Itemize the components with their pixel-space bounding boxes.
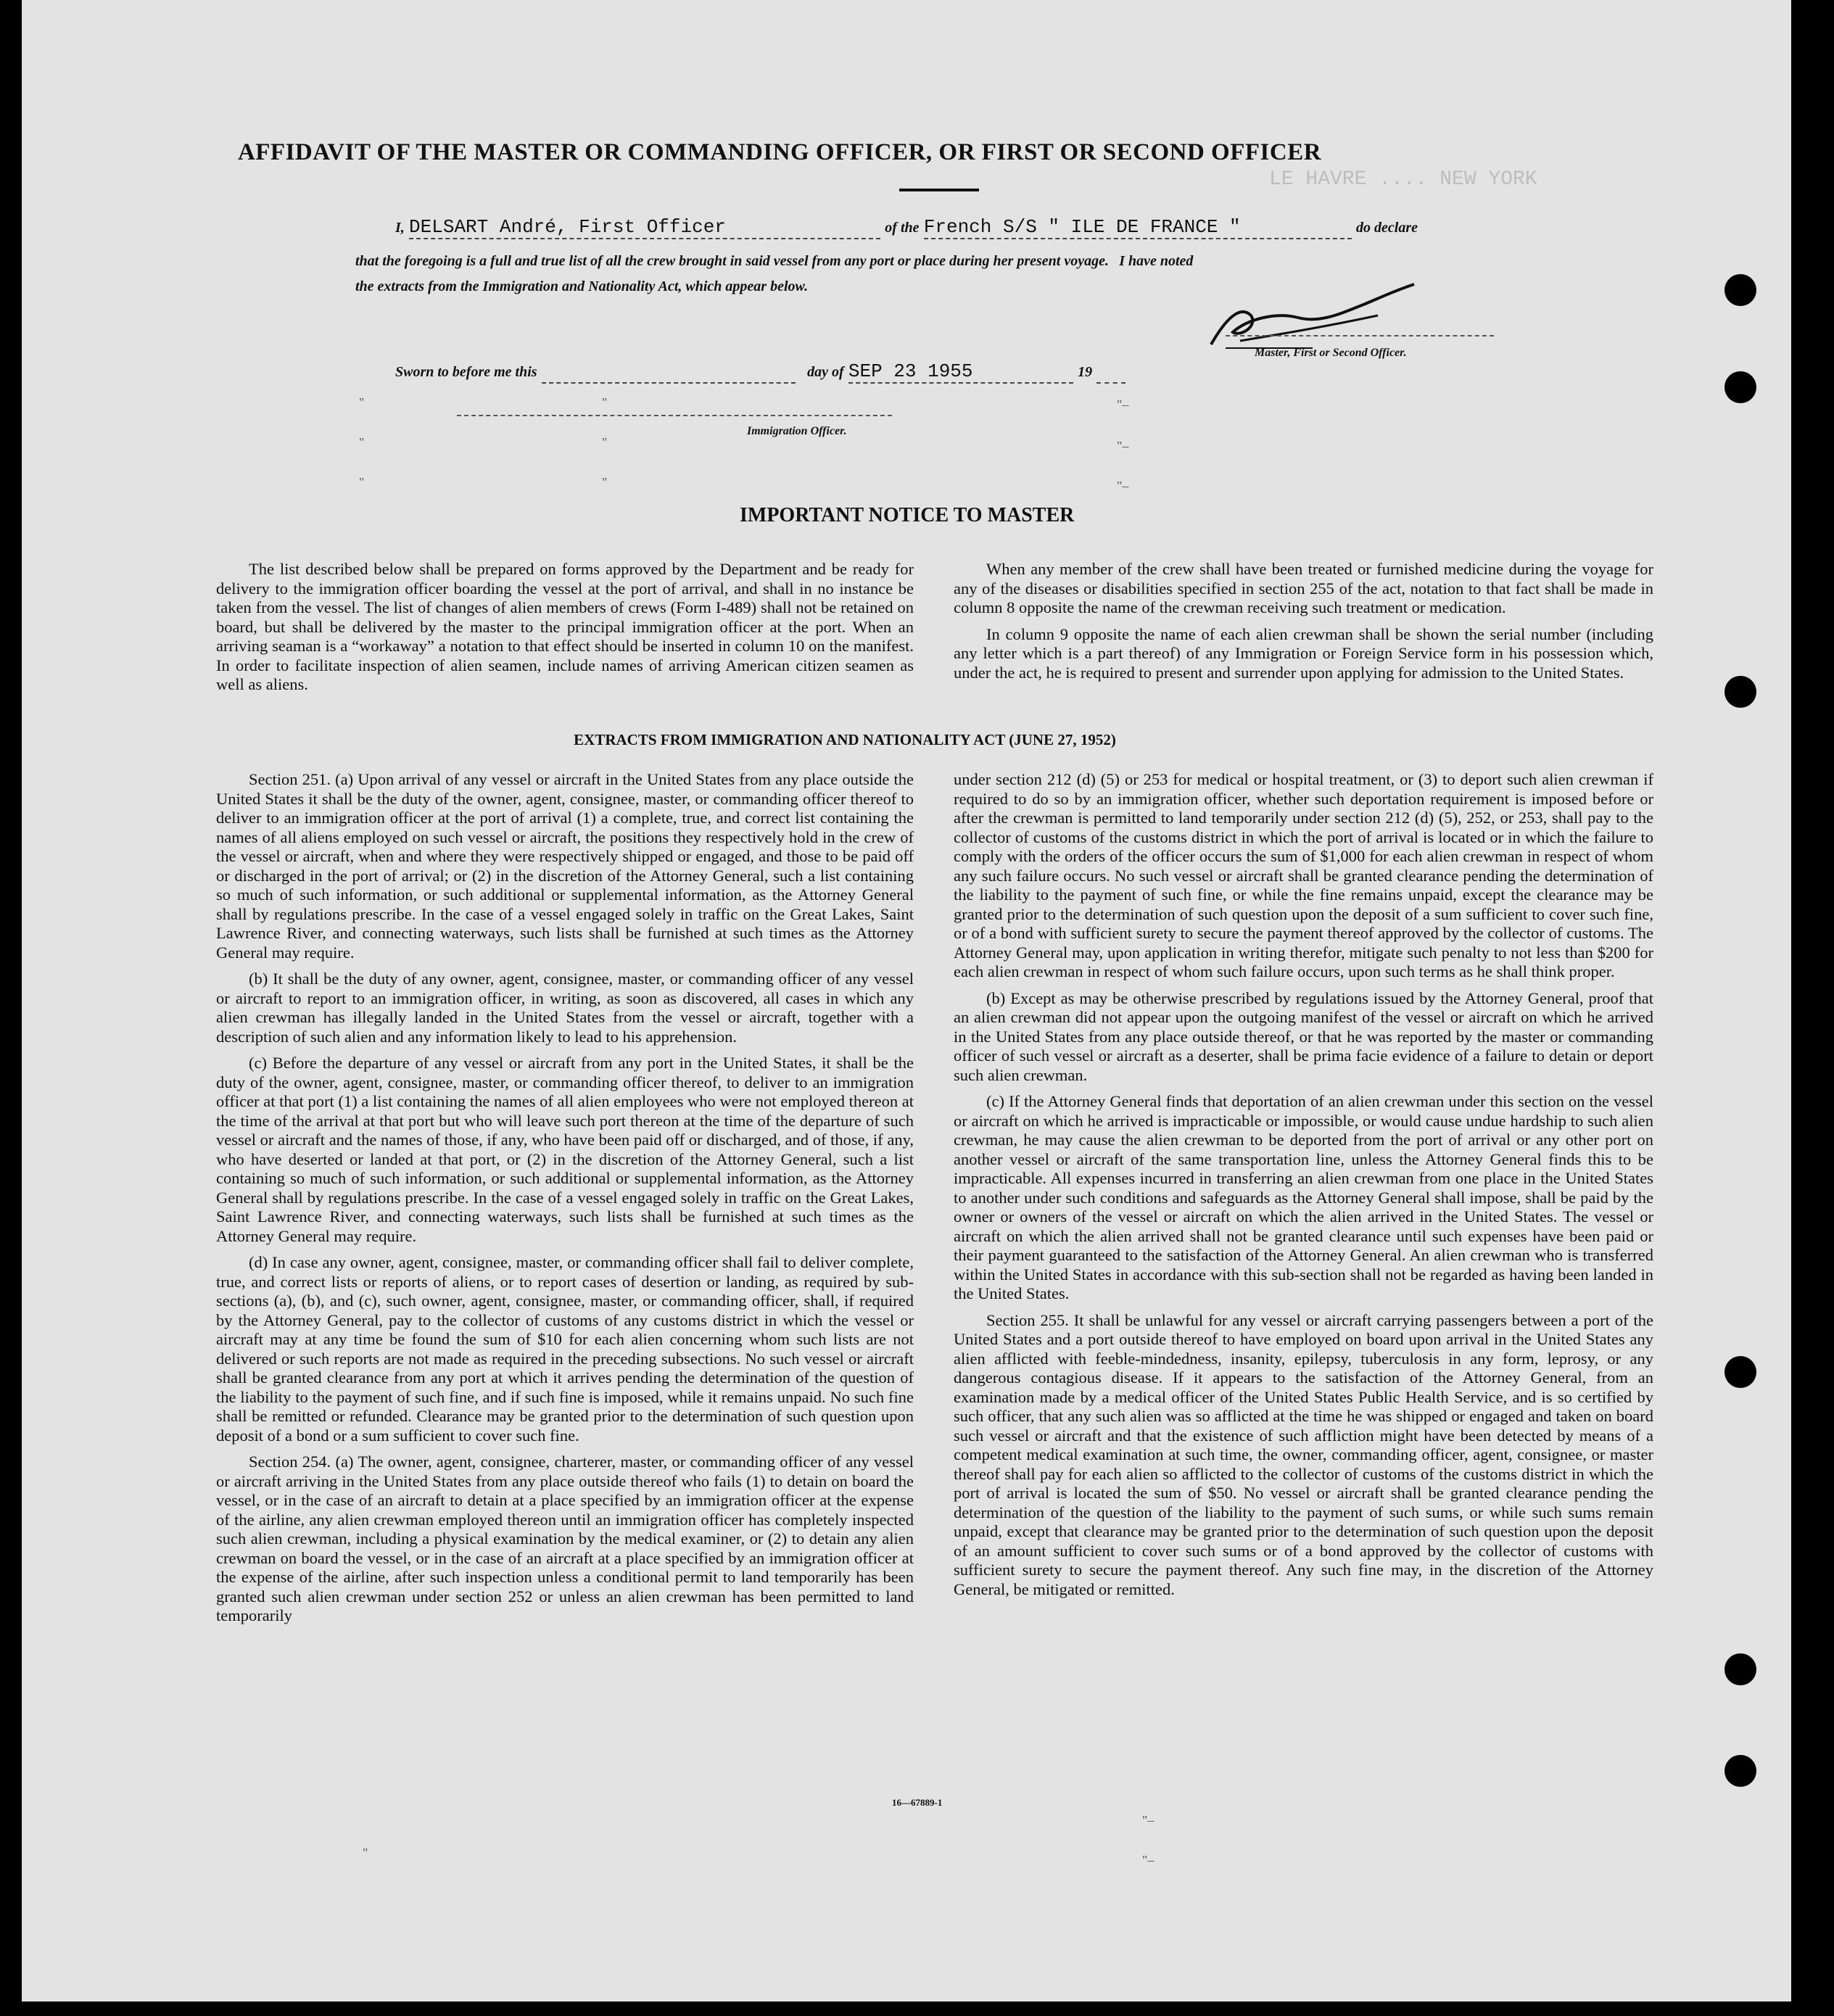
section-254-a: Section 254. (a) The owner, agent, consignee, charterer, master, or commanding officer of any vessel or aircraft arriving in the United States from any place outside thereof who fails (1) to detain on board the vessel, or in the case of an aircraft to detain at a place specified by an immigration officer at the expense of the airline, any alien crewman employed thereon until an immigration officer has completely inspected such alien crewman, including a physical examination by the medical examiner, or (2) to detain any alien crewman on board the vessel, or in the case of an aircraft at a place specified by an immigration officer at the expense of the airline, after such inspection unless a conditional permit to land temporarily has been granted such alien crewman under section 252 or unless an alien crewman has been permitted to land temporarily <box>216 1453 914 1624</box>
section-251-c: (c) Before the departure of any vessel or aircraft from any port in the United States, it shall be the duty of the owner, agent, consignee, master, or commanding officer thereof, to deliver to an immigration officer at that port (1) a list containing the names of all alien employees who were not employed thereon at the time of the arrival at that port but who will leave such port thereon at the time of the departure of such vessel or aircraft and the names of those, if any, who have been paid off or discharged, and of those, if any, who have deserted or landed at that port, or (2) in the discretion of the Attorney General, such a list containing so much of such information, or such additional or supplemental information, as the Attorney General shall by regulations prescribe. In the case of a vessel engaged solely in traffic on the Great Lakes, Saint Lawrence River, and connecting waterways, such lists shall be furnished at such times as the Attorney General may require. <box>216 1054 914 1245</box>
ditto-mark: "– <box>1142 1813 1154 1827</box>
ditto-mark: " <box>363 1846 368 1860</box>
section-251-a: Section 251. (a) Upon arrival of any vessel or aircraft in the United States from any place outside the United States it shall be the duty of the owner, agent, consignee, master, or commanding officer thereof to deliver to an immigration officer at the port of arrival (1) a complete, true, and correct list containing the names of all aliens employed on such vessel or aircraft, the positions they respectively hold in the crew of the vessel or aircraft, when and where they were respectively shipped or engaged, and those to be paid off or discharged in the port of arrival; or (2) in the discretion of the Attorney General, such a list containing so much of such information, or such additional or supplemental information, as the Attorney General shall by regulations prescribe. In the case of a vessel engaged solely in traffic on the Great Lakes, Saint Lawrence River, and connecting waterways, such lists shall be furnished at such times as the Attorney General may require. <box>216 770 914 962</box>
binder-hole <box>1724 371 1756 403</box>
section-251-b: (b) It shall be the duty of any owner, agent, consignee, master, or commanding officer of any vessel or aircraft to report to an immigration officer, in writing, as soon as discovered, all cases in which any alien crewman has illegally landed in the United States from the vessel or aircraft, together with a description of such alien and any information likely to lead to his apprehension. <box>216 970 914 1046</box>
section-254-a-continued: under section 212 (d) (5) or 253 for medical or hospital treatment, or (3) to deport such alien crewman if required to do so by an immigration officer, whether such deportation requirement is imposed before or after the crewman is permitted to land temporarily under section 212 (d) (5), 252, or 253, shall pay to the collector of customs of the customs district in which the port of arrival is located or in which the failure to comply with the orders of the officer occurs the sum of $1,000 for each alien crewman in respect of whom any such failure occurs. No such vessel or aircraft shall be granted clearance pending the determination of the liability to the payment of such fine, or while the fine remains unpaid, except the clearance may be granted prior to the determination of such question upon the deposit of a sum sufficient to cover such fine, or of a bond with sufficient surety to secure the payment thereof approved by the collector of customs. The Attorney General may, upon application in writing therefor, mitigate such penalty to not less than $200 for each alien crewman in respect of whom such failure occurs, upon such terms as he shall think proper. <box>954 770 1653 980</box>
ditto-mark: " <box>602 475 608 489</box>
section-255: Section 255. It shall be unlawful for any vessel or aircraft carrying passengers between a port of the United States and a port outside thereof to have employed on board upon arrival in the United States any alien afflicted with feeble-mindedness, insanity, epilepsy, tuberculosis in any form, leprosy, or any dangerous contagious disease. If it appears to the satisfaction of the Attorney General, from an examination made by a medical officer of the United States Public Health Service, and is so certified by such officer, that any such alien was so afflicted at the time he was shipped or engaged and taken on board such vessel or aircraft and that the existence of such affliction might have been detected by means of a competent medical examination at such time, the owner, commanding officer, agent, consignee, or master thereof shall pay for each alien so afflicted to the collector of customs of the customs district in which the port of arrival is located the sum of $50. No vessel or aircraft shall be granted clearance pending the determination of the question of the liability to the payment of such sums, or while such sums remain unpaid, except that clearance may be granted prior to the determination of such question upon the deposit of an amount sufficient to cover such sums or of a bond approved by the collector of customs with sufficient surety to secure the payment thereof. Any such fine may, in the discretion of the Attorney General, be mitigated or remitted. <box>954 1310 1653 1598</box>
extracts-right-column <box>954 770 1653 1599</box>
declarant-name: DELSART André, First Officer <box>409 216 880 239</box>
declaration-do-declare: do declare <box>1356 220 1418 236</box>
signature-line <box>1226 335 1494 336</box>
declaration-of-the: of the <box>885 220 920 236</box>
section-254-c: (c) If the Attorney General finds that deportation of an alien crewman under this section on the vessel or aircraft on which he arrived is impracticable or impossible, or would cause undue hardship to such alien crewman, he may cause the alien crewman to be deported from the port of arrival or any other port on another vessel or aircraft of the same transportation line, unless the Attorney General finds this to be impracticable. All expenses incurred in transferring an alien crewman from one place in the United States to another under such conditions and safeguards as the Attorney General shall impose, shall be paid by the owner or owners of the vessel or aircraft on which the alien arrived in the United States. The vessel or aircraft on which the alien arrived shall not be granted clearance until such expenses have been paid or their payment guaranteed to the satisfaction of the Attorney General. An alien crewman who is transferred within the United States in accordance with this sub-section shall not be regarded as having been landed in the United States. <box>954 1092 1653 1302</box>
notice-right-paragraph-1: When any member of the crew shall have been treated or furnished medicine during the voyage for any of the diseases or disabilities specified in section 255 of the act, notation to that fact shall be made in column 8 opposite the name of the crewman receiving such treatment or medication. <box>954 560 1653 616</box>
declaration-extracts: the extracts from the Immigration and Nationality Act, which appear below. <box>355 278 809 294</box>
vessel-name: French S/S " ILE DE FRANCE " <box>924 216 1352 239</box>
declaration-line-2 <box>355 250 1193 270</box>
ditto-mark: "– <box>1117 439 1129 453</box>
ditto-mark: " <box>359 435 365 450</box>
ditto-mark: "– <box>1142 1853 1154 1867</box>
binder-hole <box>1724 1755 1756 1787</box>
signature-caption: Master, First or Second Officer. <box>1255 347 1407 359</box>
ditto-mark: " <box>359 475 365 489</box>
ditto-mark: "– <box>1117 479 1129 493</box>
notice-left-paragraph: The list described below shall be prepared on forms approved by the Department and be ready for delivery to the immigration officer boarding the vessel at the port of arrival, and shall in no instance be taken from the vessel. The list of changes of alien members of crews (Form I-489) shall not be retained on board, but shall be delivered by the master to the principal immigration officer at the port. When an arriving seaman is a “workaway” a notation to that effect should be inserted in column 10 on the manifest. In order to facilitate inspection of alien seamen, include names of arriving American citizen seamen as well as aliens. <box>216 560 914 693</box>
sworn-date-stamp: SEP 23 1955 <box>848 360 1073 384</box>
notice-heading: IMPORTANT NOTICE TO MASTER <box>740 504 1075 526</box>
form-number: 16—67889-1 <box>892 1797 943 1808</box>
extracts-left-column <box>216 770 914 1626</box>
bleed-through-text: LE HAVRE .... NEW YORK <box>1269 168 1537 191</box>
binder-hole <box>1724 1653 1756 1685</box>
ditto-mark: " <box>359 395 365 410</box>
binder-hole <box>1724 274 1756 306</box>
officer-caption: Immigration Officer. <box>747 425 847 437</box>
extracts-heading: EXTRACTS FROM IMMIGRATION AND NATIONALITY ACT (JUNE 27, 1952) <box>574 731 1116 748</box>
year-blank <box>1096 381 1125 384</box>
declaration-line-3 <box>355 276 808 296</box>
section-251-d: (d) In case any owner, agent, consignee, master, or commanding officer shall fail to deliver complete, true, and correct lists or reports of aliens, or to report cases of desertion or landing, as required by sub-sections (a), (b), and (c), such owner, agent, consignee, master, or commanding officer, shall, if required by the Attorney General, pay to the collector of customs of any customs district in which the vessel or aircraft may at any time be found the sum of $10 for each alien concerning whom such lists are not delivered or such reports are not made as required in the preceding subsections. No such vessel or aircraft shall be granted clearance from any port at which it arrives pending the determination of the question of the liability to the payment of such fine, and if such fine is imposed, while it remains unpaid. No such fine shall be remitted or refunded. Clearance may be granted prior to the determination of such question upon deposit of a bond or a sum sufficient to cover such fine. <box>216 1253 914 1445</box>
officer-signature-line <box>457 415 892 416</box>
notice-right-paragraph-2: In column 9 opposite the name of each alien crewman shall be shown the serial number (including any letter which is a part thereof) of any Immigration or Foreign Service form in his possession which, under the act, he is required to present and surrender upon applying for admission to the United States. <box>954 624 1653 682</box>
section-254-b: (b) Except as may be otherwise prescribed by regulations issued by the Attorney General, proof that an alien crewman did not appear upon the outgoing manifest of the vessel or aircraft on which he arrived in the United States from any place outside thereof, or that he was reported by the master or commanding officer of such vessel or aircraft as a deserter, shall be prima facie evidence of a failure to detain or deport such alien crewman. <box>954 988 1653 1084</box>
sworn-line <box>395 360 1125 384</box>
binder-hole <box>1724 1356 1756 1388</box>
notice-left-column <box>216 560 914 695</box>
day-of-label: day of <box>807 364 844 380</box>
ditto-mark: " <box>602 435 608 450</box>
declaration-have-noted: I have noted <box>1119 253 1194 269</box>
declaration-line-1 <box>395 216 1418 239</box>
year-prefix: 19 <box>1078 364 1093 380</box>
binder-hole <box>1724 676 1756 708</box>
sworn-label: Sworn to before me this <box>395 364 537 380</box>
ditto-mark: "– <box>1117 397 1129 412</box>
sworn-blank <box>542 381 796 384</box>
document-page <box>22 0 1791 2001</box>
affidavit-title: AFFIDAVIT OF THE MASTER OR COMMANDING OFFICER, OR FIRST OR SECOND OFFICER <box>237 139 1322 165</box>
declaration-i: I, <box>395 220 405 236</box>
title-rule <box>899 189 979 191</box>
notice-right-column <box>954 560 1653 682</box>
declaration-statement: that the foregoing is a full and true list of all the crew brought in said vessel from any port or place during her present voyage. <box>355 253 1109 269</box>
ditto-mark: " <box>602 395 608 410</box>
